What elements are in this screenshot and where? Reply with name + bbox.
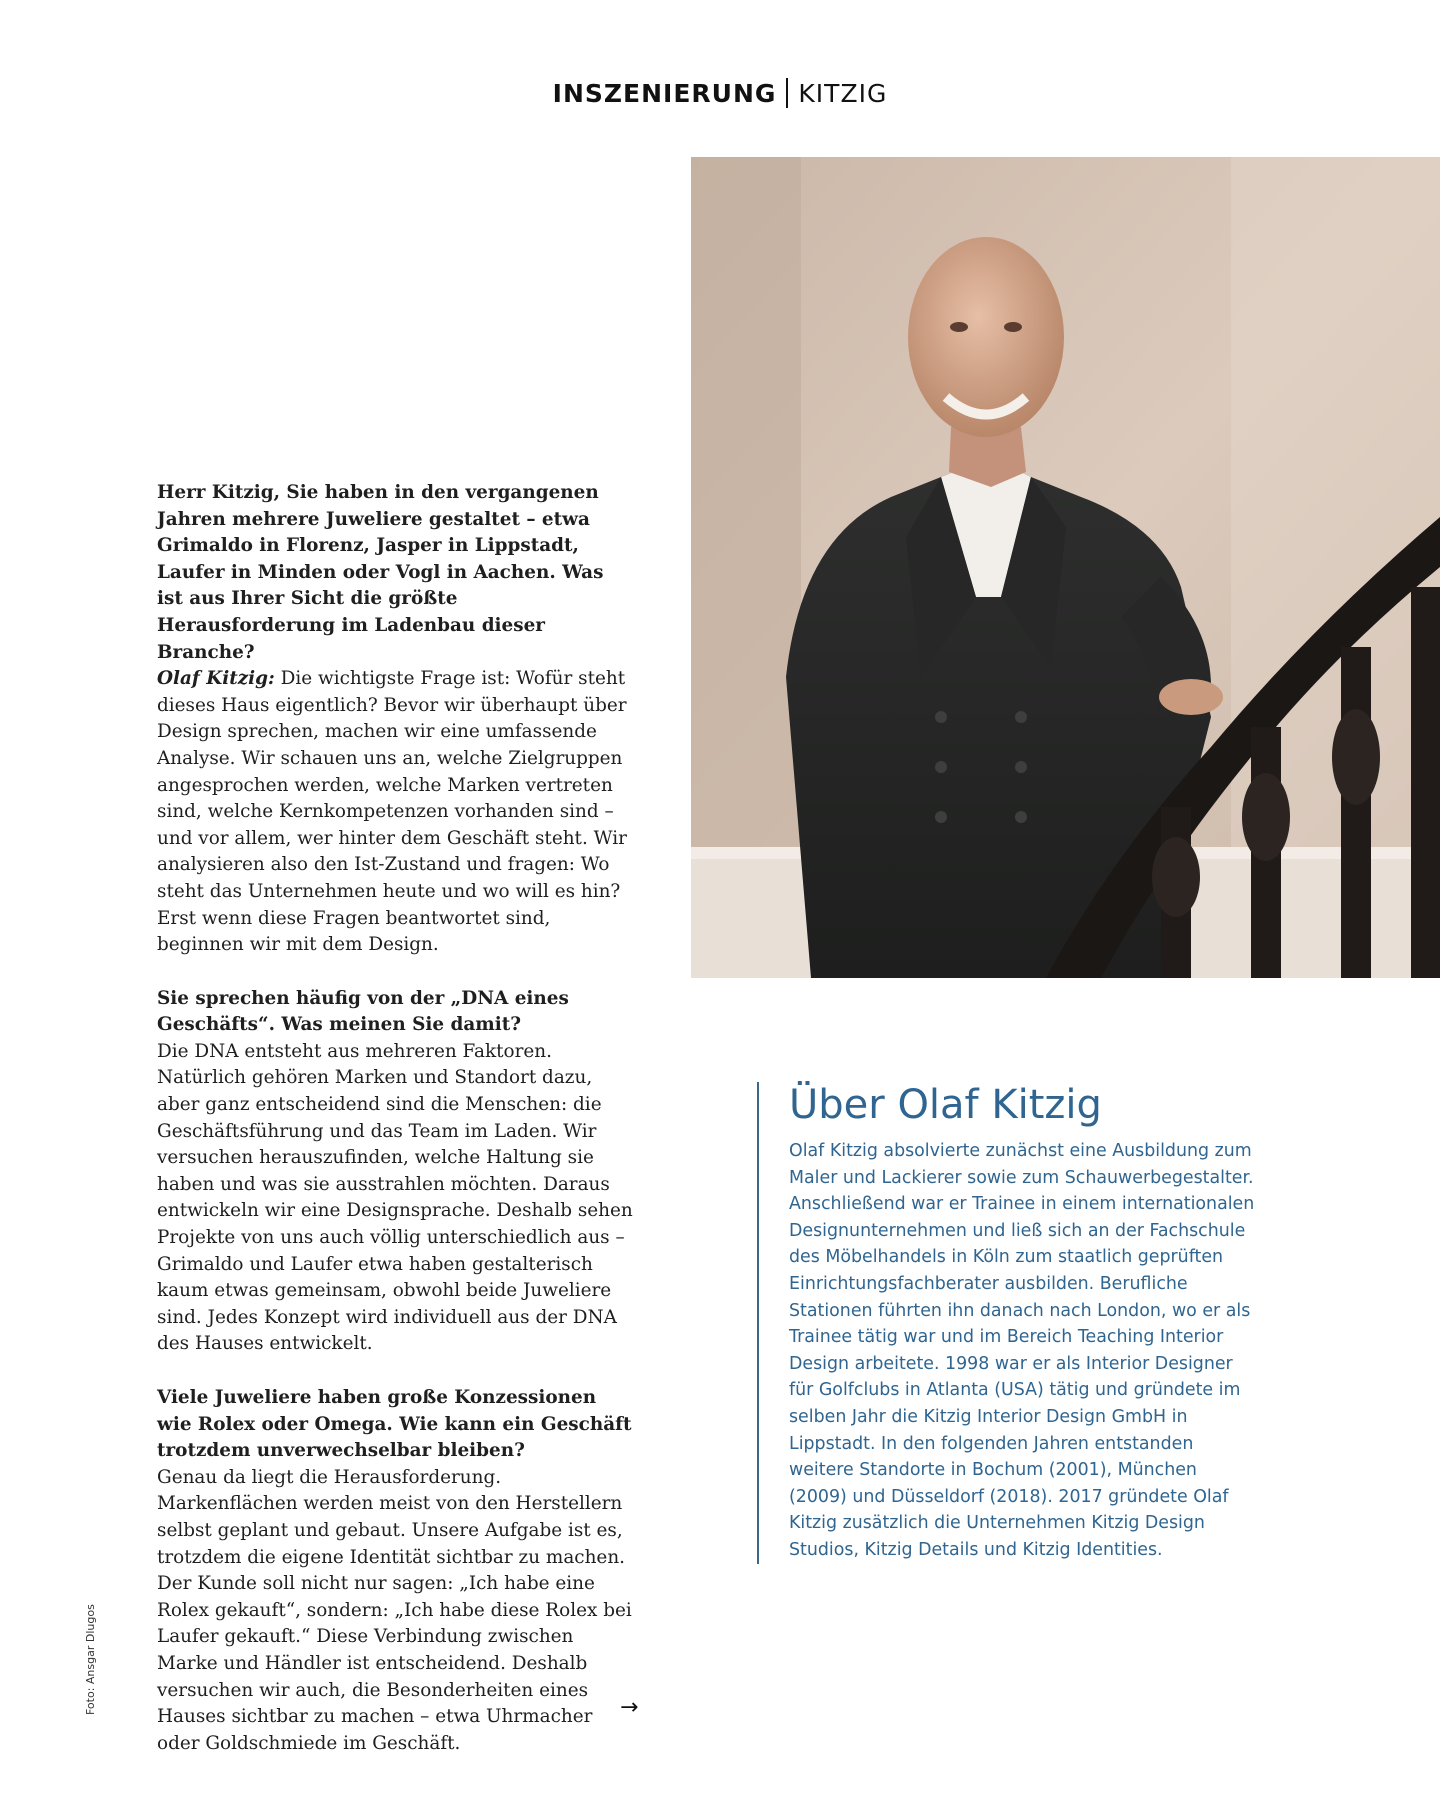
continue-arrow-icon[interactable]: → [620,1695,639,1720]
portrait-photo [691,157,1440,978]
section-label: INSZENIERUNG [552,79,777,108]
answer-3: Genau da liegt die Herausforderung. Markenflächen werden meist von den Herstellern selbst geplant und gebaut. Unsere Aufgabe ist es, trotzdem die eigene Identität sichtbar zu machen. Der Kunde soll nicht nur sagen: „Ich habe eine Rolex gekauft“, sondern: „Ich habe diese Rolex bei Laufer gekauft.“ Diese Verbindung zwischen Marke und Händler ist entscheidend. Deshalb versuchen wir auch, die Besonderheiten eines Hauses sichtbar zu machen – etwa Uhrmacher oder Goldschmiede im Geschäft. [157,1466,632,1754]
about-title: Über Olaf Kitzig [789,1082,1102,1128]
question-2: Sie sprechen häufig von der „DNA eines Geschäfts“. Was meinen Sie damit? [157,987,569,1036]
interview-column [157,480,633,1784]
page-header [0,78,1440,108]
answer-2: Die DNA entsteht aus mehreren Faktoren. Natürlich gehören Marken und Standort dazu, aber ganz entscheidend sind die Menschen: die Geschäftsführung und das Team im Laden. Wir versuchen herauszufinden, welche Haltung sie haben und was sie ausstrahlen möchten. Daraus entwickeln wir eine Designsprache. Deshalb sehen Projekte von uns auch völlig unterschiedlich aus – Grimaldo und Laufer etwa haben gestalterisch kaum etwas gemeinsam, obwohl beide Juweliere sind. Jedes Konzept wird individuell aus der DNA des Hauses entwickelt. [157,1040,633,1355]
about-text: Olaf Kitzig absolvierte zunächst eine Ausbildung zum Maler und Lackierer sowie zum Schauwerbegestalter. Anschließend war er Trainee in einem internationalen Designunternehmen und ließ sich an der Fachschule des Möbelhandels in Köln zum staatlich geprüften Einrichtungsfachberater ausbilden. Berufliche Stationen führten ihn danach nach London, wo er als Trainee tätig war und im Bereich Teaching Interior Design arbeitete. 1998 war er als Interior Designer für Golfclubs in Atlanta (USA) tätig und gründete im selben Jahr die Kitzig Interior Design GmbH in Lippstadt. In den folgenden Jahren entstanden weitere Standorte in Bochum (2001), München (2009) und Düsseldorf (2018). 2017 gründete Olaf Kitzig zusätzlich die Unternehmen Kitzig Design Studios, Kitzig Details und Kitzig Identities. [789,1141,1255,1560]
portrait-illustration [691,157,1440,978]
speaker-name: Olaf Kitzig: [157,668,275,690]
interview-block-2 [157,986,633,1358]
interview-block-3 [157,1385,633,1757]
question-3: Viele Juweliere haben große Konzessionen wie Rolex oder Omega. Wie kann ein Geschäft trotzdem unverwechselbar bleiben? [157,1387,632,1462]
question-1: Herr Kitzig, Sie haben in den vergangenen Jahren mehrere Juweliere gestaltet – etwa Grimaldo in Florenz, Jasper in Lippstadt, Laufer in Minden oder Vogl in Aachen. Was ist aus Ihrer Sicht die größte Herausforderung im Ladenbau dieser Branche? [157,482,604,663]
about-box [757,1082,1259,1564]
answer-1: Die wichtigste Frage ist: Wofür steht dieses Haus eigentlich? Bevor wir überhaupt über Design sprechen, machen wir eine umfassende Analyse. Wir schauen uns an, welche Zielgruppen angesprochen werden, welche Marken vertreten sind, welche Kernkompetenzen vorhanden sind – und vor allem, wer hinter dem Geschäft steht. Wir analysieren also den Ist-Zustand und fragen: Wo steht das Unternehmen heute und wo will es hin? Erst wenn diese Fragen beantwortet sind, beginnen wir mit dem Design. [157,668,627,956]
photo-credit: Foto: Ansgar Dlugos [84,1604,97,1715]
interview-block-1 [157,480,633,959]
topic-label: KITZIG [798,79,888,108]
header-separator [786,78,788,108]
